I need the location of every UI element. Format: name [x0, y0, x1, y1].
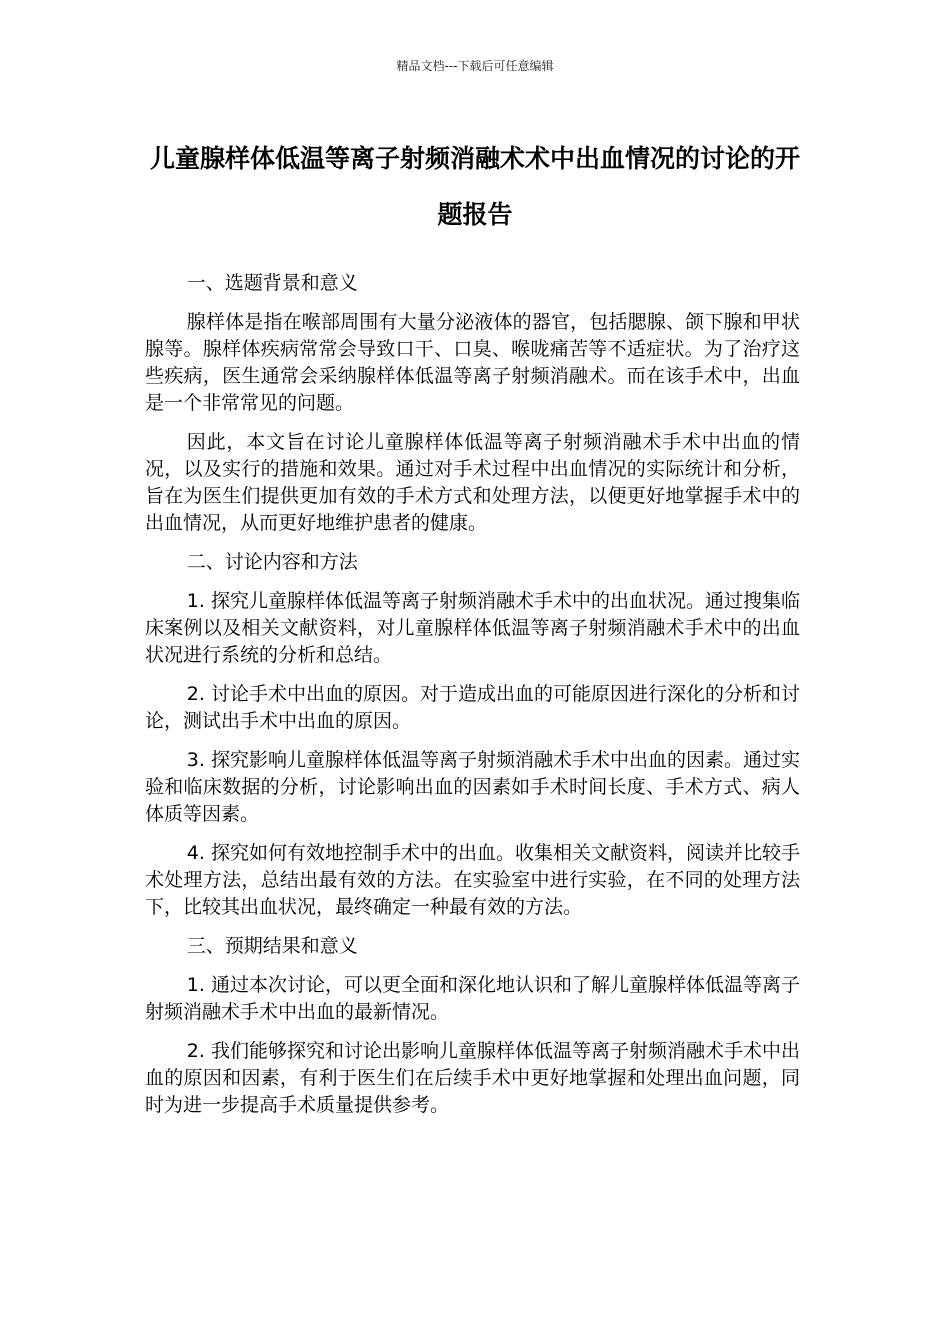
paragraph: 因此，本文旨在讨论儿童腺样体低温等离子射频消融术手术中出血的情况，以及实行的措施和效果。通过对手术过程中出血情况的实际统计和分析，旨在为医生们提供更加有效的手术方式和处理方法，以便更好地掌握手术中的出血情况，从而更好地维护患者的健康。: [145, 431, 800, 534]
paragraph: 1. 探究儿童腺样体低温等离子射频消融术手术中的出血状况。通过搜集临床案例以及相关文献资料，对儿童腺样体低温等离子射频消融术手术中的出血状况进行系统的分析和总结。: [145, 590, 800, 666]
document-title: 儿童腺样体低温等离子射频消融术术中出血情况的讨论的开题报告: [149, 144, 800, 229]
paragraph: 2. 讨论手术中出血的原因。对于造成出血的可能原因进行深化的分析和讨论，测试出手术中出血的原因。: [145, 683, 800, 732]
section-heading-content-methods: 二、讨论内容和方法: [186, 551, 358, 573]
header-note: 精品文档---下载后可任意编辑: [396, 59, 554, 73]
paragraph: 腺样体是指在喉部周围有大量分泌液体的器官，包括腮腺、颌下腺和甲状腺等。腺样体疾病常常会导致口干、口臭、喉咙痛苦等不适症状。为了治疗这些疾病，医生通常会采纳腺样体低温等离子射频消融术。而在该手术中，出血是一个非常常见的问题。: [145, 311, 800, 414]
section-heading-expected-results: 三、预期结果和意义: [186, 935, 358, 957]
document-body: [145, 270, 800, 1131]
paragraph: 2. 我们能够探究和讨论出影响儿童腺样体低温等离子射频消融术手术中出血的原因和因素，有利于医生们在后续手术中更好地掌握和处理出血问题，同时为进一步提高手术质量提供参考。: [145, 1040, 800, 1116]
paragraph: 3. 探究影响儿童腺样体低温等离子射频消融术手术中出血的因素。通过实验和临床数据的分析，讨论影响出血的因素如手术时间长度、手术方式、病人体质等因素。: [145, 749, 800, 825]
paragraph: 1. 通过本次讨论，可以更全面和深化地认识和了解儿童腺样体低温等离子射频消融术手术中出血的最新情况。: [145, 974, 800, 1023]
section-heading-background: 一、选题背景和意义: [186, 272, 358, 294]
paragraph: 4. 探究如何有效地控制手术中的出血。收集相关文献资料，阅读并比较手术处理方法，总结出最有效的方法。在实验室中进行实验，在不同的处理方法下，比较其出血状况，最终确定一种最有效的方法。: [145, 842, 800, 918]
